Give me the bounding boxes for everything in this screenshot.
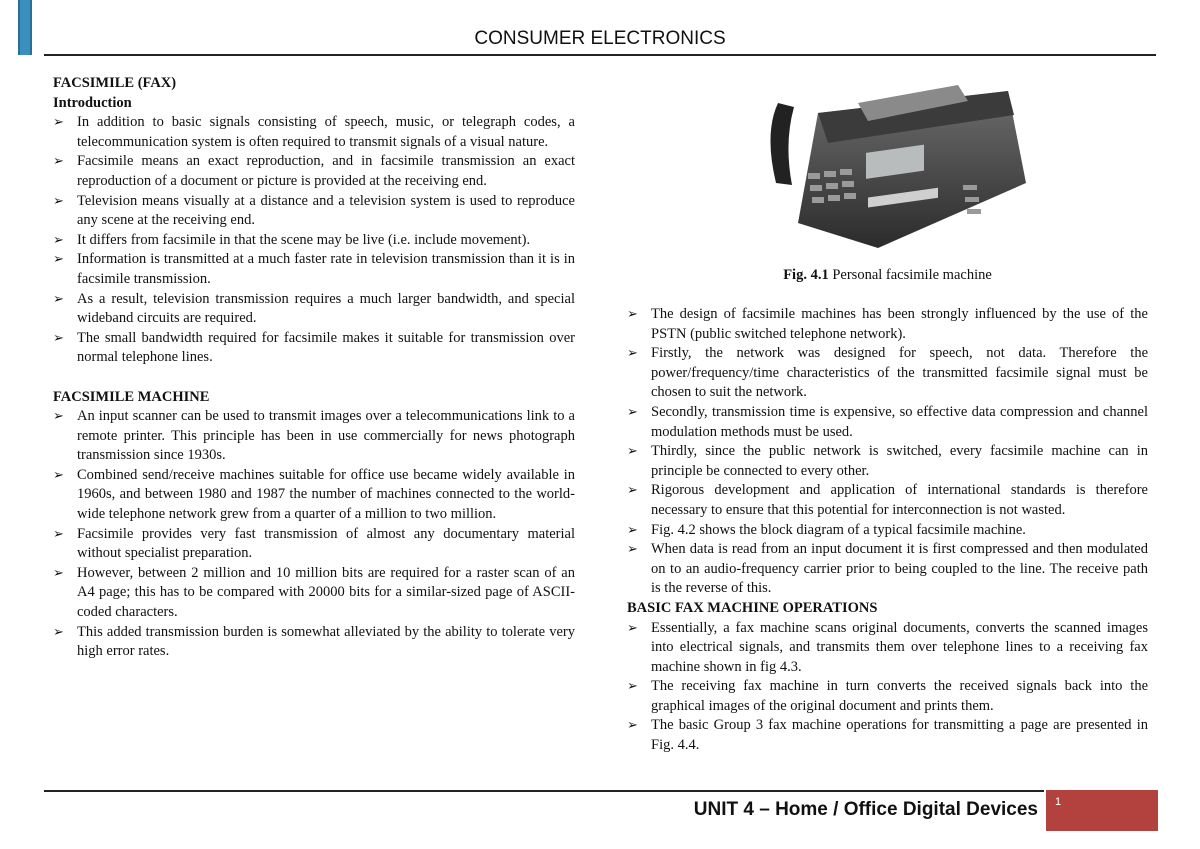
- operations-bullet-list: [627, 619, 1148, 756]
- left-column: [53, 74, 575, 662]
- bullet-arrow-icon: ➢: [627, 718, 638, 734]
- bullet-arrow-icon: ➢: [53, 115, 64, 131]
- bullet-arrow-icon: ➢: [53, 467, 64, 483]
- bullet-text: The design of facsimile machines has been strongly influenced by the use of the PSTN (public switched telephone network).: [651, 306, 1148, 342]
- bullet-item: [627, 305, 1148, 344]
- bullet-text: In addition to basic signals consisting of speech, music, or telegraph codes, a telecommunication system is often required to transmit signals of a visual nature.: [77, 114, 575, 150]
- bullet-arrow-icon: ➢: [627, 522, 638, 538]
- bullet-item: [53, 564, 575, 623]
- bullet-text: As a result, television transmission requires a much larger bandwidth, and special wideband circuits are required.: [77, 290, 575, 327]
- bullet-arrow-icon: ➢: [627, 346, 638, 362]
- bullet-item: [53, 623, 575, 662]
- figure-caption-label: Fig. 4.1: [783, 267, 829, 283]
- section-title-facsimile: FACSIMILE (FAX): [53, 75, 177, 91]
- fax-machine-figure: [758, 73, 1030, 263]
- bullet-arrow-icon: ➢: [627, 444, 638, 460]
- bullet-text: Rigorous development and application of international standards is therefore necessary to ensure that this potential for interconnection is not wasted.: [651, 482, 1148, 518]
- bullet-arrow-icon: ➢: [627, 679, 638, 695]
- bullet-text: The receiving fax machine in turn converts the received signals back into the graphical images of the original document and prints them.: [651, 678, 1148, 714]
- bullet-arrow-icon: ➢: [627, 307, 638, 322]
- bullet-arrow-icon: ➢: [53, 154, 64, 170]
- bullet-text: Facsimile provides very fast transmission of almost any documentary material without specialist preparation.: [77, 525, 575, 562]
- header-divider: [44, 54, 1156, 56]
- figure-caption: [627, 267, 1148, 284]
- bullet-item: [53, 466, 575, 525]
- bullet-item: [627, 716, 1148, 755]
- bullet-item: [627, 481, 1148, 520]
- bullet-arrow-icon: ➢: [53, 409, 64, 425]
- section-title-facsimile-machine: FACSIMILE MACHINE: [53, 388, 210, 405]
- page-number: 1: [1055, 796, 1062, 808]
- bullet-arrow-icon: ➢: [627, 483, 638, 499]
- bullet-item: [627, 540, 1148, 599]
- bullet-item: [53, 290, 575, 329]
- page-number-box: [1046, 790, 1158, 831]
- bullet-text: Firstly, the network was designed for speech, not data. Therefore the power/frequency/time characteristics of the transmitted facsimile signal must be chosen to suit the network.: [651, 345, 1148, 401]
- bullet-item: [53, 231, 575, 251]
- bullet-item: [627, 677, 1148, 716]
- bullet-text: Fig. 4.2 shows the block diagram of a typical facsimile machine.: [651, 521, 1026, 538]
- bullet-text: When data is read from an input document it is first compressed and then modulated on to an audio-frequency carrier prior to being coupled to the line. The receive path is the reverse of this.: [651, 541, 1148, 597]
- bullet-item: [53, 407, 575, 466]
- bullet-arrow-icon: ➢: [53, 291, 64, 307]
- section-title-basic-operations: BASIC FAX MACHINE OPERATIONS: [627, 599, 878, 616]
- bullet-item: [627, 521, 1148, 541]
- bullet-text: The basic Group 3 fax machine operations for transmitting a page are presented in Fig. 4.4.: [651, 717, 1148, 754]
- bullet-item: [53, 113, 575, 152]
- bullet-arrow-icon: ➢: [53, 526, 64, 542]
- bullet-item: [53, 329, 575, 368]
- machine-bullet-list: [53, 407, 575, 662]
- fax-handset-shape: [770, 103, 794, 185]
- bullet-text: This added transmission burden is somewhat alleviated by the ability to tolerate very high error rates.: [77, 623, 575, 660]
- bullet-item: [53, 250, 575, 289]
- right-column: [627, 305, 1148, 756]
- bullet-arrow-icon: ➢: [627, 542, 638, 558]
- bullet-text: It differs from facsimile in that the scene may be live (i.e. include movement).: [77, 231, 531, 248]
- bullet-text: Combined send/receive machines suitable for office use became widely available in 1960s, and between 1980 and 1987 the number of machines connected to the world-wide telephone network grew from a quarter of a million to two million.: [77, 466, 575, 523]
- bullet-item: [627, 403, 1148, 442]
- bullet-arrow-icon: ➢: [53, 624, 64, 640]
- bullet-item: [627, 442, 1148, 481]
- page-header-title: CONSUMER ELECTRONICS: [474, 28, 726, 49]
- bullet-text: Secondly, transmission time is expensive, so effective data compression and channel modulation methods must be used.: [651, 403, 1148, 440]
- bullet-arrow-icon: ➢: [53, 565, 64, 581]
- bullet-arrow-icon: ➢: [627, 404, 638, 420]
- bullet-text: Information is transmitted at a much faster rate in television transmission than it is in facsimile transmission.: [77, 251, 575, 287]
- bullet-item: [627, 619, 1148, 678]
- bullet-arrow-icon: ➢: [53, 193, 64, 209]
- bullet-text: The small bandwidth required for facsimile makes it suitable for transmission over normal telephone lines.: [77, 329, 575, 366]
- footer-divider: [44, 790, 1044, 792]
- bullet-arrow-icon: ➢: [53, 330, 64, 346]
- bullet-text: However, between 2 million and 10 million bits are required for a raster scan of an A4 page; this has to be compared with 20000 bits for a similar-sized page of ASCII-coded characters.: [77, 564, 575, 621]
- bullet-text: Thirdly, since the public network is switched, every facsimile machine can in principle be connected to every other.: [651, 443, 1148, 479]
- bullet-text: Essentially, a fax machine scans original documents, converts the scanned images into electrical signals, and transmits them over telephone lines to a receiving fax machine shown in fig 4.3.: [651, 619, 1148, 675]
- bullet-item: [627, 344, 1148, 403]
- bullet-text: Facsimile means an exact reproduction, and in facsimile transmission an exact reproduction of a document or picture is provided at the receiving end.: [77, 153, 575, 189]
- bullet-item: [53, 152, 575, 191]
- bullet-item: [53, 192, 575, 231]
- footer-unit-title: UNIT 4 – Home / Office Digital Devices: [693, 799, 1038, 820]
- bullet-arrow-icon: ➢: [53, 252, 64, 268]
- bullet-arrow-icon: ➢: [627, 620, 638, 636]
- design-bullet-list: [627, 305, 1148, 599]
- figure-caption-text: Personal facsimile machine: [828, 267, 992, 283]
- bullet-text: Television means visually at a distance and a television system is used to reproduce any scene at the receiving end.: [77, 192, 575, 229]
- bullet-text: An input scanner can be used to transmit images over a telecommunications link to a remote printer. This principle has been in use commercially for news photograph transmission since 1930s.: [77, 408, 575, 464]
- bullet-item: [53, 525, 575, 564]
- section-subtitle-introduction: Introduction: [53, 94, 132, 111]
- bullet-arrow-icon: ➢: [53, 232, 64, 248]
- intro-bullet-list: [53, 113, 575, 368]
